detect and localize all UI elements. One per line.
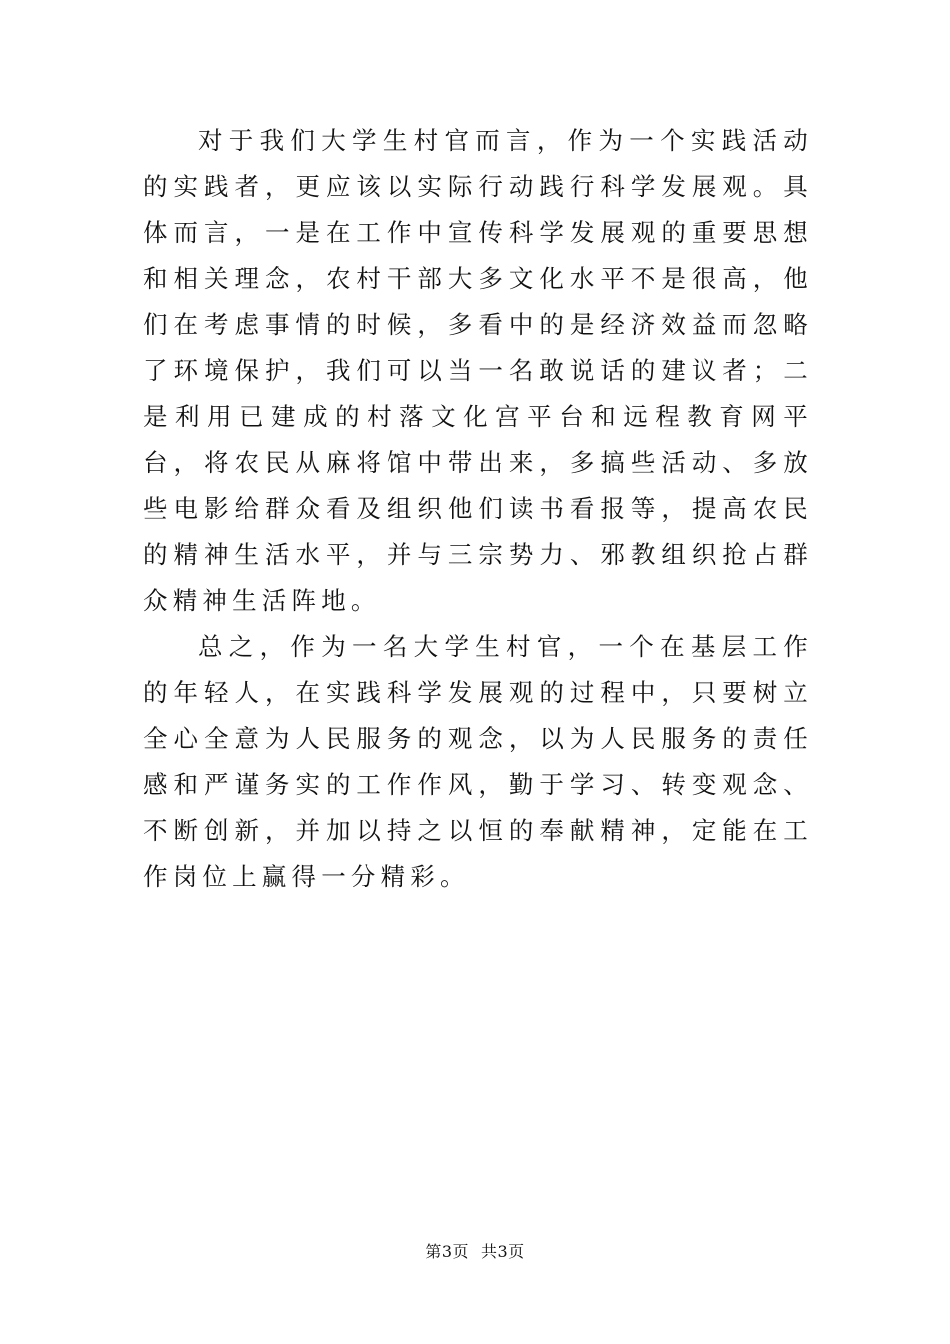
document-body	[143, 118, 813, 900]
page-footer	[0, 1240, 950, 1264]
paragraph: 总之，作为一名大学生村官，一个在基层工作的年轻人，在实践科学发展观的过程中，只要树立全心全意为人民服务的观念，以为人民服务的责任感和严谨务实的工作作风，勤于学习、转变观念、不断创新，并加以持之以恒的奉献精神，定能在工作岗位上赢得一分精彩。	[143, 632, 813, 891]
page-total: 共3页	[481, 1242, 525, 1261]
page-number: 第3页	[425, 1242, 469, 1261]
paragraph: 对于我们大学生村官而言，作为一个实践活动的实践者，更应该以实际行动践行科学发展观。具体而言，一是在工作中宣传科学发展观的重要思想和相关理念，农村干部大多文化水平不是很高，他们在考虑事情的时候，多看中的是经济效益而忽略了环境保护，我们可以当一名敢说话的建议者；二是利用已建成的村落文化宫平台和远程教育网平台，将农民从麻将馆中带出来，多搞些活动、多放些电影给群众看及组织他们读书看报等，提高农民的精神生活水平，并与三宗势力、邪教组织抢占群众精神生活阵地。	[143, 126, 813, 615]
